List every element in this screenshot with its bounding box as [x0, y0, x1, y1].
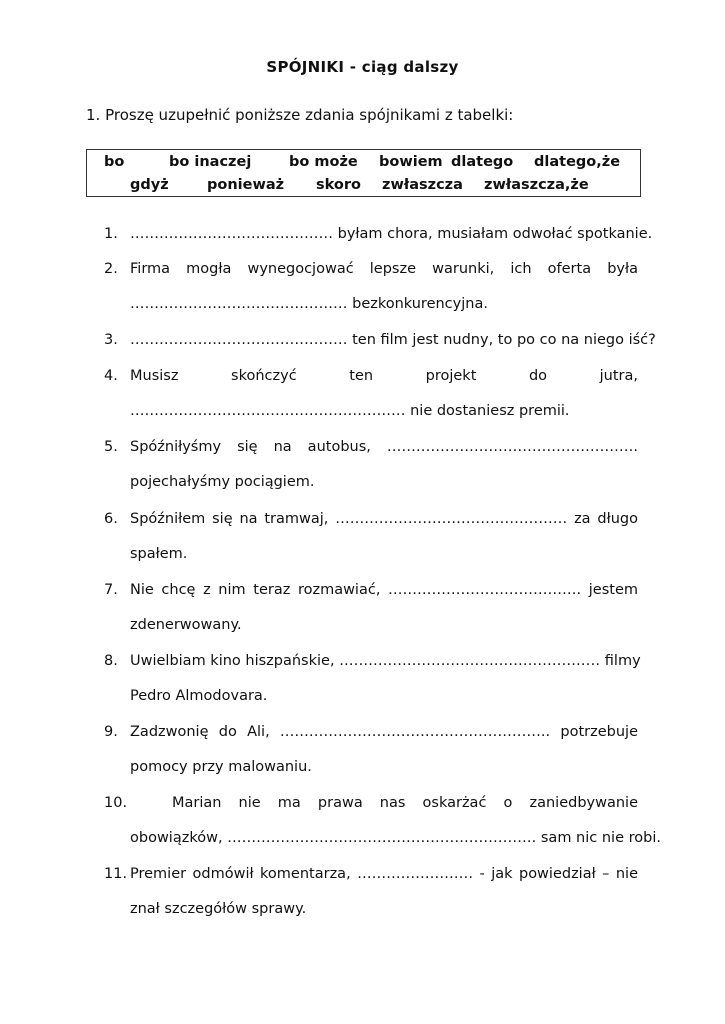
table-word: zwłaszcza,że	[484, 177, 589, 193]
item-text: Pedro Almodovara.	[130, 688, 268, 704]
conjunction-table	[86, 149, 641, 197]
item-text: …………………………………… byłam chora, musiałam odwołać spotkanie.	[130, 226, 653, 242]
item-text: Marian nie ma prawa nas oskarżać o zaniedbywanie	[172, 795, 638, 811]
item-text: obowiązków, ………………………………………………………. sam nic nie robi.	[130, 830, 661, 846]
table-word: bo	[104, 154, 125, 170]
table-word: bo inaczej	[169, 154, 252, 170]
table-word: dlatego,że	[534, 154, 621, 170]
item-number: 5.	[104, 439, 118, 455]
item-text: znał szczegółów sprawy.	[130, 901, 307, 917]
item-text: Premier odmówił komentarza, …………………… - jak powiedział – nie	[130, 866, 638, 882]
item-text: ……………………………………… ten film jest nudny, to po co na niego iść?	[130, 332, 656, 348]
item-number: 6.	[104, 511, 118, 527]
item-number: 4.	[104, 368, 118, 384]
page-title: SPÓJNIKI - ciąg dalszy	[266, 58, 459, 76]
item-text: ……………………………………… bezkonkurencyjna.	[130, 296, 488, 312]
table-word: dlatego	[451, 154, 514, 170]
item-text: Zadzwonię do Ali, ……………………………………………….. potrzebuje	[130, 724, 638, 740]
item-number: 7.	[104, 582, 118, 598]
item-number: 8.	[104, 653, 118, 669]
item-text: spałem.	[130, 546, 188, 562]
item-number: 10.	[104, 795, 128, 811]
table-word: zwłaszcza	[382, 177, 463, 193]
item-number: 3.	[104, 332, 118, 348]
item-text: Uwielbiam kino hiszpańskie, ……………………………………………… filmy	[130, 653, 641, 669]
item-text: zdenerwowany.	[130, 617, 242, 633]
instruction-text: 1. Proszę uzupełnić poniższe zdania spójnikami z tabelki:	[86, 106, 514, 124]
item-number: 11.	[104, 866, 128, 882]
table-word: skoro	[316, 177, 361, 193]
table-word: bowiem	[379, 154, 443, 170]
table-word: gdyż	[130, 177, 169, 193]
item-text: Musisz skończyć ten projekt do jutra,	[130, 368, 638, 384]
item-number: 1.	[104, 226, 118, 242]
table-word: bo może	[289, 154, 358, 170]
item-text: pomocy przy malowaniu.	[130, 759, 312, 775]
item-text: Spóźniłem się na tramwaj, ………………………………………… za długo	[130, 511, 638, 527]
item-number: 9.	[104, 724, 118, 740]
item-text: ………………………………………………… nie dostaniesz premii.	[130, 403, 570, 419]
item-number: 2.	[104, 261, 118, 277]
item-text: pojechałyśmy pociągiem.	[130, 474, 315, 490]
table-word: ponieważ	[207, 177, 285, 193]
item-text: Firma mogła wynegocjować lepsze warunki, ich oferta była	[130, 261, 638, 277]
item-text: Nie chcę z nim teraz rozmawiać, …………………………………. jestem	[130, 582, 638, 598]
item-text: Spóźniłyśmy się na autobus, …………………………………………….	[130, 439, 638, 455]
